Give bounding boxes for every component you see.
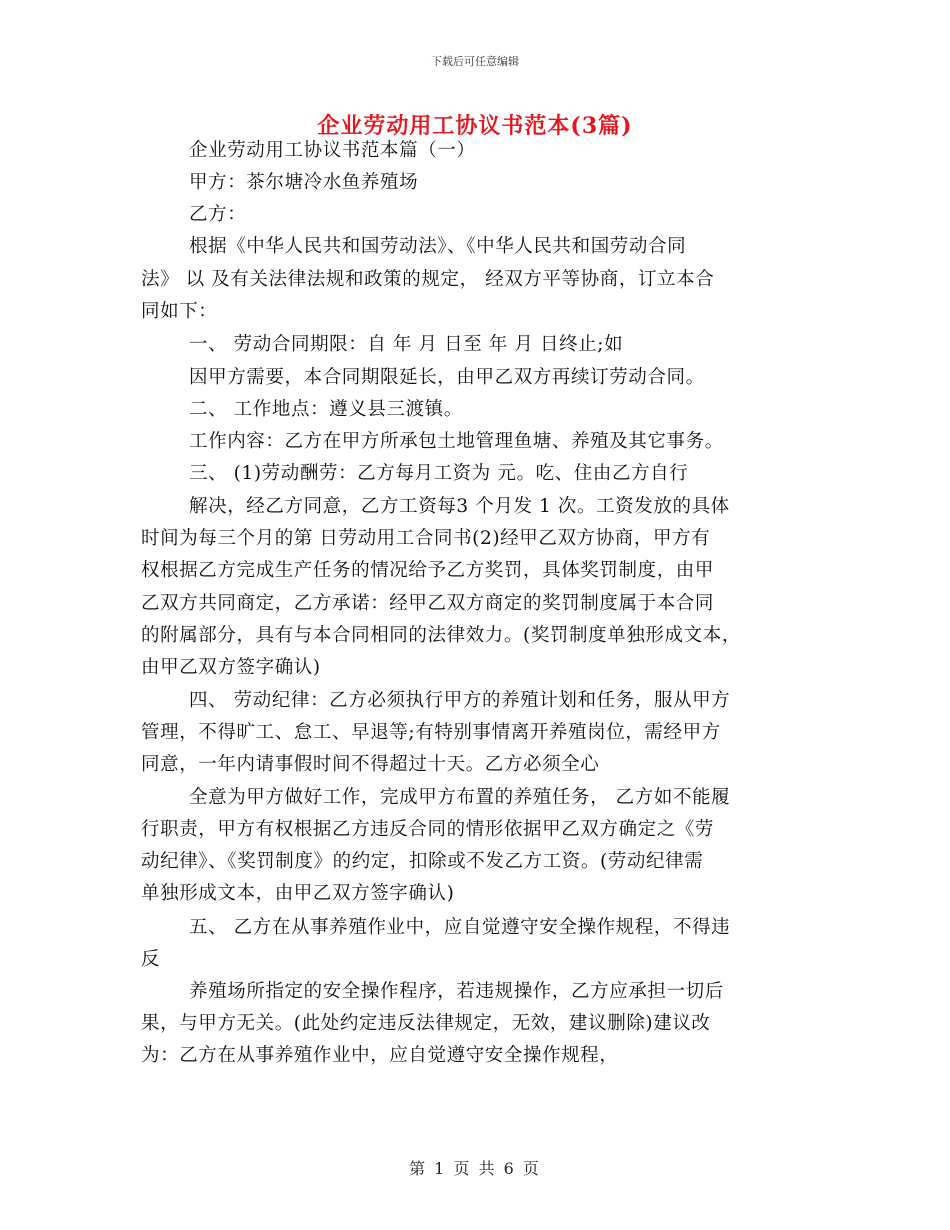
body-line: 解决，经乙方同意，乙方工资每3 个月发 1 次。工资发放的具体 xyxy=(189,496,730,517)
body-line: 工作内容：乙方在甲方所承包土地管理鱼塘、养殖及其它事务。 xyxy=(189,431,724,452)
body-line: 由甲乙双方签字确认) xyxy=(141,657,321,678)
body-line: 反 xyxy=(141,949,161,970)
body-line: 管理，不得旷工、怠工、早退等;有特别事情离开养殖岗位，需经甲方 xyxy=(141,722,721,743)
body-line: 动纪律》、《奖罚制度》的约定，扣除或不发乙方工资。(劳动纪律需 xyxy=(141,851,704,872)
body-line: 时间为每三个月的第 日劳动用工合同书(2)经甲乙双方协商，甲方有 xyxy=(141,528,711,549)
body-line: 为：乙方在从事养殖作业中，应自觉遵守安全操作规程， xyxy=(141,1045,619,1066)
body-line: 同如下： xyxy=(141,301,218,322)
body-line: 同意，一年内请事假时间不得超过十天。乙方必须全心 xyxy=(141,754,600,775)
body-line: 行职责，甲方有权根据乙方违反合同的情形依据甲乙双方确定之《劳 xyxy=(141,819,715,840)
body-line: 养殖场所指定的安全操作程序，若违规操作，乙方应承担一切后 xyxy=(189,981,724,1002)
body-line: 全意为甲方做好工作，完成甲方布置的养殖任务， 乙方如不能履 xyxy=(189,787,731,808)
body-line: 法》 以 及有关法律法规和政策的规定， 经双方平等协商，订立本合 xyxy=(141,269,715,290)
body-line: 企业劳动用工协议书范本篇（一） xyxy=(189,140,476,161)
body-line: 三、 (1)劳动酬劳：乙方每月工资为 元。吃、住由乙方自行 xyxy=(189,463,689,484)
body-line: 二、 工作地点：遵义县三渡镇。 xyxy=(189,399,463,420)
body-line: 果，与甲方无关。(此处约定违反法律规定，无效，建议删除)建议改 xyxy=(141,1013,711,1034)
header-note: 下载后可任意编辑 xyxy=(431,55,519,68)
body-line: 一、 劳动合同期限：自 年 月 日至 年 月 日终止;如 xyxy=(189,334,624,355)
document-title: 企业劳动用工协议书范本(3篇) xyxy=(317,113,633,139)
body-line: 根据《中华人民共和国劳动法》、《中华人民共和国劳动合同 xyxy=(189,236,687,257)
body-line: 五、 乙方在从事养殖作业中，应自觉遵守安全操作规程，不得违 xyxy=(189,917,731,938)
body-line: 乙双方共同商定，乙方承诺：经甲乙双方商定的奖罚制度属于本合同 xyxy=(141,593,715,614)
page-number-footer: 第 1 页 共 6 页 xyxy=(409,1159,541,1178)
body-line: 甲方：茶尔塘冷水鱼养殖场 xyxy=(189,172,419,193)
body-line: 因甲方需要，本合同期限延长，由甲乙双方再续订劳动合同。 xyxy=(189,367,705,388)
body-line: 四、 劳动纪律：乙方必须执行甲方的养殖计划和任务，服从甲方 xyxy=(189,690,731,711)
body-line: 乙方： xyxy=(189,204,247,225)
body-line: 单独形成文本，由甲乙双方签字确认) xyxy=(141,883,455,904)
body-line: 的附属部分，具有与本合同相同的法律效力。(奖罚制度单独形成文本， xyxy=(141,625,741,646)
body-line: 权根据乙方完成生产任务的情况给予乙方奖罚，具体奖罚制度，由甲 xyxy=(141,560,715,581)
